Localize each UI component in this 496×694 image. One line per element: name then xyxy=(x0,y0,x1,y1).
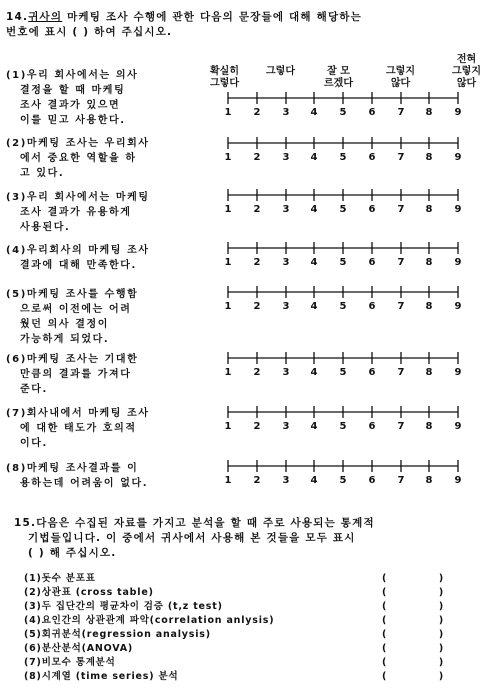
likert-scale-3[interactable] xyxy=(224,188,468,222)
scale-option-6[interactable]: 6 xyxy=(368,475,376,486)
likert-item-text-line: (3)우리 회사에서는 마케팅 xyxy=(6,192,150,203)
likert-scale-2[interactable] xyxy=(224,136,468,170)
scale-option-9[interactable]: 9 xyxy=(454,367,462,378)
scale-option-5[interactable]: 5 xyxy=(339,421,347,432)
question-14-title-text: 마케팅 조사 수행에 관한 다음의 문장들에 대해 해당하는 xyxy=(62,11,362,23)
likert-item-text-line: 가능하게 되었다. xyxy=(20,334,110,345)
paren-close: ) xyxy=(438,573,444,584)
scale-option-6[interactable]: 6 xyxy=(368,421,376,432)
scale-option-9[interactable]: 9 xyxy=(454,301,462,312)
likert-scale-7[interactable] xyxy=(224,405,468,439)
method-row xyxy=(24,572,484,586)
scale-option-7[interactable]: 7 xyxy=(397,152,405,163)
scale-option-9[interactable]: 9 xyxy=(454,204,462,215)
method-row xyxy=(24,614,484,628)
method-label: (3)두 집단간의 평균차이 검증 (t,z test) xyxy=(24,601,223,612)
scale-option-6[interactable]: 6 xyxy=(368,257,376,268)
scale-option-1[interactable]: 1 xyxy=(224,107,232,118)
likert-scale-5[interactable] xyxy=(224,285,468,319)
scale-option-4[interactable]: 4 xyxy=(310,367,318,378)
likert-scale-line xyxy=(228,459,458,473)
scale-option-8[interactable]: 8 xyxy=(425,421,433,432)
scale-option-2[interactable]: 2 xyxy=(253,421,261,432)
likert-scale-line xyxy=(228,285,458,299)
likert-item-text-line: 이를 믿고 사용한다. xyxy=(20,115,126,126)
scale-option-4[interactable]: 4 xyxy=(310,152,318,163)
question-14-number: 14. xyxy=(6,11,29,23)
likert-item-text-line: (7)회사내에서 마케팅 조사 xyxy=(6,408,150,419)
scale-option-7[interactable]: 7 xyxy=(397,257,405,268)
scale-header-strongly-disagree: 전혀 그렇지 않다 xyxy=(452,54,481,89)
likert-item-4 xyxy=(6,243,206,273)
scale-header xyxy=(210,54,485,94)
likert-item-6 xyxy=(6,352,206,397)
likert-item-text-line: 준다. xyxy=(20,384,48,395)
scale-option-5[interactable]: 5 xyxy=(339,152,347,163)
likert-item-text-line: 사용된다. xyxy=(20,222,71,233)
scale-option-3[interactable]: 3 xyxy=(282,367,290,378)
scale-header-strongly-agree: 확실히 그렇다 xyxy=(210,66,239,89)
scale-option-1[interactable]: 1 xyxy=(224,152,232,163)
scale-option-7[interactable]: 7 xyxy=(397,107,405,118)
question-15-title-line2: 기법들입니다. 이 중에서 귀사에서 사용해 본 것들을 모두 표시 xyxy=(28,532,356,544)
likert-scale-1[interactable] xyxy=(224,91,468,125)
method-label: (5)회귀분석(regression analysis) xyxy=(24,629,211,640)
scale-option-9[interactable]: 9 xyxy=(454,257,462,268)
scale-option-6[interactable]: 6 xyxy=(368,367,376,378)
method-label: (7)비모수 통계분석 xyxy=(24,657,116,668)
likert-scale-line xyxy=(228,91,458,105)
scale-option-8[interactable]: 8 xyxy=(425,107,433,118)
likert-item-3 xyxy=(6,190,206,235)
likert-scale-line xyxy=(228,241,458,255)
scale-option-2[interactable]: 2 xyxy=(253,367,261,378)
method-label: (8)시계열 (time series) 분석 xyxy=(24,671,179,682)
likert-item-text-line: 으로써 이전에는 어려 xyxy=(20,304,132,315)
scale-option-4[interactable]: 4 xyxy=(310,204,318,215)
likert-item-text-line: 용하는데 어려움이 없다. xyxy=(20,478,149,489)
scale-option-4[interactable]: 4 xyxy=(310,301,318,312)
likert-scale-line xyxy=(228,405,458,419)
paren-close: ) xyxy=(438,587,444,598)
paren-close: ) xyxy=(438,601,444,612)
scale-option-2[interactable]: 2 xyxy=(253,204,261,215)
likert-item-text-line: (6)마케팅 조사는 기대한 xyxy=(6,354,139,365)
question-14-title-line1 xyxy=(6,10,476,25)
likert-scale-line xyxy=(228,188,458,202)
paren-open: ( xyxy=(382,629,388,640)
scale-option-5[interactable]: 5 xyxy=(339,367,347,378)
scale-option-4[interactable]: 4 xyxy=(310,257,318,268)
scale-option-7[interactable]: 7 xyxy=(397,475,405,486)
likert-item-text-line: (5)마케팅 조사를 수행함 xyxy=(6,289,139,300)
scale-option-6[interactable]: 6 xyxy=(368,204,376,215)
likert-scale-line xyxy=(228,136,458,150)
scale-option-7[interactable]: 7 xyxy=(397,421,405,432)
statistical-methods-list xyxy=(24,572,484,684)
paren-open: ( xyxy=(382,573,388,584)
scale-option-5[interactable]: 5 xyxy=(339,204,347,215)
scale-option-2[interactable]: 2 xyxy=(253,152,261,163)
scale-option-7[interactable]: 7 xyxy=(397,367,405,378)
scale-option-1[interactable]: 1 xyxy=(224,475,232,486)
method-row xyxy=(24,586,484,600)
likert-item-text-line: 고 있다. xyxy=(20,168,65,179)
scale-option-3[interactable]: 3 xyxy=(282,475,290,486)
scale-option-2[interactable]: 2 xyxy=(253,107,261,118)
method-row xyxy=(24,628,484,642)
method-row xyxy=(24,600,484,614)
paren-open: ( xyxy=(382,601,388,612)
question-15-title-line1: 15.다음은 수집된 자료를 가지고 분석을 할 때 주로 사용되는 통계적 xyxy=(14,517,375,529)
scale-option-9[interactable]: 9 xyxy=(454,475,462,486)
paren-open: ( xyxy=(382,615,388,626)
likert-item-text-line: 만큼의 결과를 가져다 xyxy=(20,369,132,380)
scale-option-3[interactable]: 3 xyxy=(282,421,290,432)
method-label: (4)요인간의 상관관계 파악(correlation anlysis) xyxy=(24,615,275,626)
scale-header-neutral: 잘 모 르겠다 xyxy=(324,66,353,89)
scale-option-2[interactable]: 2 xyxy=(253,257,261,268)
scale-option-8[interactable]: 8 xyxy=(425,204,433,215)
method-label: (2)상관표 (cross table) xyxy=(24,587,154,598)
method-row xyxy=(24,656,484,670)
likert-item-1 xyxy=(6,68,206,128)
scale-header-disagree: 그렇지 않다 xyxy=(386,66,415,89)
likert-item-text-line: (1)우리 회사에서는 의사 xyxy=(6,70,139,81)
scale-option-2[interactable]: 2 xyxy=(253,475,261,486)
likert-item-text-line: (8)마케팅 조사결과를 이 xyxy=(6,463,139,474)
scale-option-8[interactable]: 8 xyxy=(425,301,433,312)
likert-item-text-line: (2)마케팅 조사는 우리회사 xyxy=(6,138,150,149)
question-14-underlined-word: 귀사의 xyxy=(28,11,63,23)
likert-item-2 xyxy=(6,136,206,181)
scale-option-5[interactable]: 5 xyxy=(339,301,347,312)
scale-option-4[interactable]: 4 xyxy=(310,421,318,432)
scale-option-4[interactable]: 4 xyxy=(310,107,318,118)
paren-close: ) xyxy=(438,671,444,682)
scale-option-5[interactable]: 5 xyxy=(339,257,347,268)
scale-option-8[interactable]: 8 xyxy=(425,257,433,268)
scale-option-3[interactable]: 3 xyxy=(282,257,290,268)
scale-option-6[interactable]: 6 xyxy=(368,152,376,163)
paren-close: ) xyxy=(438,657,444,668)
scale-option-1[interactable]: 1 xyxy=(224,367,232,378)
likert-item-text-line: (4)우리회사의 마케팅 조사 xyxy=(6,245,150,256)
likert-item-text-line: 이다. xyxy=(20,438,48,449)
likert-scale-4[interactable] xyxy=(224,241,468,275)
likert-item-text-line: 조사 결과가 있으면 xyxy=(20,100,121,111)
likert-scale-8[interactable] xyxy=(224,459,468,493)
method-label: (6)분산분석(ANOVA) xyxy=(24,643,134,654)
likert-item-text-line: 웠던 의사 결정이 xyxy=(20,319,109,330)
paren-close: ) xyxy=(438,629,444,640)
paren-open: ( xyxy=(382,657,388,668)
likert-item-5 xyxy=(6,287,206,347)
scale-option-7[interactable]: 7 xyxy=(397,301,405,312)
scale-option-6[interactable]: 6 xyxy=(368,301,376,312)
paren-open: ( xyxy=(382,587,388,598)
scale-option-8[interactable]: 8 xyxy=(425,475,433,486)
scale-option-8[interactable]: 8 xyxy=(425,367,433,378)
question-14-title-line2: 번호에 표시 ( ) 하여 주십시오. xyxy=(6,26,173,38)
scale-option-9[interactable]: 9 xyxy=(454,152,462,163)
question-14-title xyxy=(6,10,476,40)
paren-open: ( xyxy=(382,643,388,654)
scale-option-2[interactable]: 2 xyxy=(253,301,261,312)
question-15-title-line3: ( ) 해 주십시오. xyxy=(28,547,117,559)
scale-option-9[interactable]: 9 xyxy=(454,107,462,118)
scale-option-8[interactable]: 8 xyxy=(425,152,433,163)
likert-item-text-line: 에서 중요한 역할을 하 xyxy=(20,153,137,164)
scale-option-6[interactable]: 6 xyxy=(368,107,376,118)
scale-option-5[interactable]: 5 xyxy=(339,107,347,118)
likert-item-text-line: 에 대한 태도가 호의적 xyxy=(20,423,137,434)
question-15-title xyxy=(14,516,484,561)
likert-scale-line xyxy=(228,351,458,365)
scale-option-3[interactable]: 3 xyxy=(282,107,290,118)
paren-close: ) xyxy=(438,615,444,626)
scale-option-1[interactable]: 1 xyxy=(224,257,232,268)
scale-option-3[interactable]: 3 xyxy=(282,301,290,312)
likert-item-7 xyxy=(6,406,206,451)
paren-open: ( xyxy=(382,671,388,682)
likert-item-text-line: 결정을 할 때 마케팅 xyxy=(20,85,126,96)
likert-item-text-line: 조사 결과가 유용하게 xyxy=(20,207,132,218)
scale-option-3[interactable]: 3 xyxy=(282,204,290,215)
paren-close: ) xyxy=(438,643,444,654)
likert-item-8 xyxy=(6,461,206,491)
scale-option-1[interactable]: 1 xyxy=(224,421,232,432)
scale-option-7[interactable]: 7 xyxy=(397,204,405,215)
method-row xyxy=(24,670,484,684)
scale-option-9[interactable]: 9 xyxy=(454,421,462,432)
method-label: (1)돗수 분포표 xyxy=(24,573,96,584)
likert-scale-6[interactable] xyxy=(224,351,468,385)
scale-option-1[interactable]: 1 xyxy=(224,301,232,312)
method-row xyxy=(24,642,484,656)
scale-option-5[interactable]: 5 xyxy=(339,475,347,486)
scale-option-1[interactable]: 1 xyxy=(224,204,232,215)
likert-item-text-line: 결과에 대해 만족한다. xyxy=(20,260,137,271)
scale-option-3[interactable]: 3 xyxy=(282,152,290,163)
scale-header-agree: 그렇다 xyxy=(266,66,295,77)
scale-option-4[interactable]: 4 xyxy=(310,475,318,486)
